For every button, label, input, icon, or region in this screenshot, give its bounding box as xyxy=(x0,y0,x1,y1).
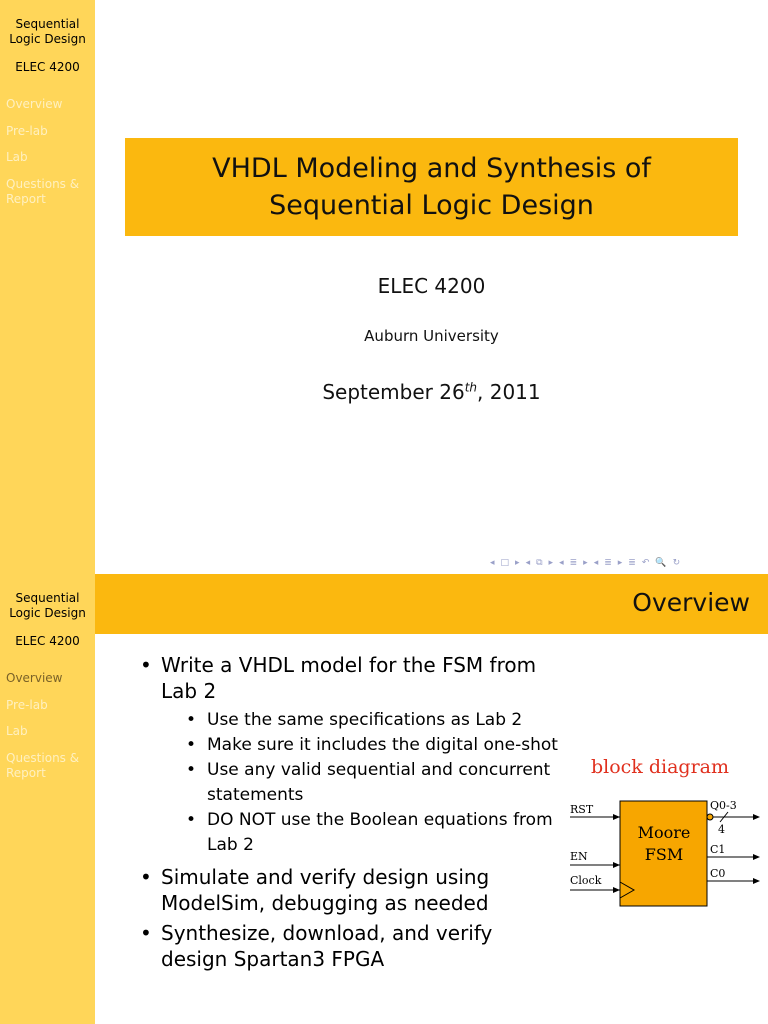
beamer-nav-bar xyxy=(490,557,760,569)
sub-bullet-item: • DO NOT use the Boolean equations from Lab 2 xyxy=(186,808,560,858)
q-arrow-icon xyxy=(753,814,760,820)
sidebar-item-questions[interactable]: Questions & Report xyxy=(6,177,80,206)
clock-arrow-icon xyxy=(613,887,620,893)
sidebar-title[interactable]: Sequential Logic Design xyxy=(9,17,86,46)
nav-subsection-icon[interactable]: ⧉ xyxy=(536,558,543,568)
frame-title-bar xyxy=(95,574,768,634)
date-suffix: , 2011 xyxy=(477,380,541,404)
sub-bullet-item: • Use the same specifications as Lab 2 xyxy=(186,708,560,733)
slide-title: VHDL Modeling and Synthesis of Sequential Logic Design xyxy=(212,153,651,221)
sidebar-course[interactable]: ELEC 4200 xyxy=(15,634,80,648)
en-label: EN xyxy=(570,850,588,863)
c0-arrow-icon xyxy=(753,878,760,884)
bus-width-label: 4 xyxy=(718,823,725,836)
sidebar xyxy=(0,574,95,1024)
rst-arrow-icon xyxy=(613,814,620,820)
nav-next-subsection-icon[interactable]: ▸ xyxy=(548,558,554,568)
nav-forward-icon[interactable]: ↻ xyxy=(672,558,681,568)
nav-next-doc-icon[interactable]: ▸ xyxy=(617,558,623,568)
block-diagram xyxy=(560,754,765,914)
nav-doc-icon[interactable]: ≣ xyxy=(604,558,612,568)
nav-prev-frame-icon[interactable]: ◂ xyxy=(490,558,495,568)
bullet-item: • Simulate and verify design using ModelSim, debugging as needed xyxy=(140,864,560,916)
q-label: Q0-3 xyxy=(710,799,737,812)
c1-arrow-icon xyxy=(753,854,760,860)
date xyxy=(95,380,768,404)
nav-frame-icon[interactable]: □ xyxy=(500,558,510,568)
sidebar xyxy=(0,0,95,574)
course-name: ELEC 4200 xyxy=(377,274,486,298)
c0-label: C0 xyxy=(710,867,726,880)
nav-prev-doc-icon[interactable]: ◂ xyxy=(593,558,599,568)
diagram-caption: block diagram xyxy=(590,756,730,778)
clock-label: Clock xyxy=(570,874,602,887)
bullet-item: • Write a VHDL model for the FSM from Lab 2 xyxy=(140,652,560,704)
overview-slide xyxy=(0,574,768,1024)
title-box xyxy=(125,138,738,236)
rst-label: RST xyxy=(570,803,594,816)
nav-back-icon[interactable]: ↶ xyxy=(641,558,650,568)
sidebar-item-lab[interactable]: Lab xyxy=(6,724,28,738)
date-superscript: th xyxy=(464,380,478,395)
nav-next-frame-icon[interactable]: ▸ xyxy=(515,558,520,568)
sidebar-item-lab[interactable]: Lab xyxy=(6,150,28,164)
sidebar-title[interactable]: Sequential Logic Design xyxy=(9,591,86,620)
sidebar-item-prelab[interactable]: Pre-lab xyxy=(6,698,48,712)
nav-prev-subsection-icon[interactable]: ◂ xyxy=(525,558,531,568)
sub-bullet-item: • Make sure it includes the digital one-shot xyxy=(186,733,560,758)
nav-prev-section-icon[interactable]: ◂ xyxy=(559,558,564,568)
en-arrow-icon xyxy=(613,862,620,868)
nav-next-section-icon[interactable]: ▸ xyxy=(583,558,588,568)
sub-bullet-item: • Use any valid sequential and concurrent statements xyxy=(186,758,560,808)
bullet-item: • Synthesize, download, and verify design Spartan3 FPGA xyxy=(140,920,560,972)
sidebar-item-overview[interactable]: Overview xyxy=(6,671,63,685)
sidebar-course[interactable]: ELEC 4200 xyxy=(15,60,80,74)
block-label-moore: Moore xyxy=(637,823,691,842)
sidebar-item-questions[interactable]: Questions & Report xyxy=(6,751,80,780)
c1-label: C1 xyxy=(710,843,726,856)
sidebar-item-prelab[interactable]: Pre-lab xyxy=(6,124,48,138)
date-prefix: September 26 xyxy=(322,380,465,404)
institution: Auburn University xyxy=(364,327,499,345)
block-label-fsm: FSM xyxy=(644,845,684,864)
frame-title: Overview xyxy=(632,588,750,617)
q-bubble xyxy=(707,814,713,820)
nav-toc-icon[interactable]: ≣ xyxy=(628,558,636,568)
sidebar-item-overview[interactable]: Overview xyxy=(6,97,63,111)
bullet-list xyxy=(140,652,560,976)
nav-search-icon[interactable]: 🔍 xyxy=(655,558,667,568)
nav-section-icon[interactable]: ≣ xyxy=(569,558,578,568)
